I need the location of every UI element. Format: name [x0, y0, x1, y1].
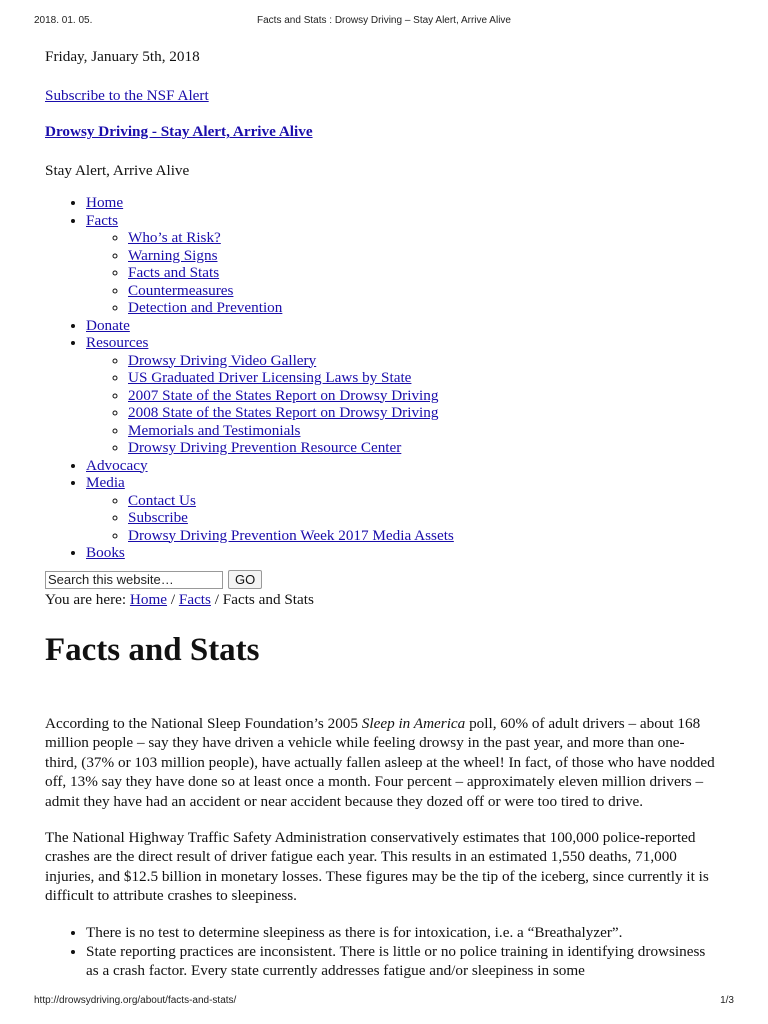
breadcrumb-separator: / — [167, 590, 179, 608]
submenu-item — [128, 369, 715, 387]
menu-item-facts — [86, 212, 715, 317]
menu-item-resources — [86, 334, 715, 457]
submenu-media — [86, 492, 715, 545]
menu-link-detection-prevention[interactable]: Detection and Prevention — [128, 299, 283, 316]
menu-link-countermeasures[interactable]: Countermeasures — [128, 281, 234, 299]
submenu-item — [128, 404, 715, 422]
menu-link-home[interactable]: Home — [86, 194, 124, 211]
subscribe-nsf-link[interactable]: Subscribe to the NSF Alert — [45, 86, 209, 104]
submenu-item — [128, 352, 715, 370]
breadcrumb-prefix: You are here: — [45, 590, 130, 608]
current-date: Friday, January 5th, 2018 — [45, 48, 200, 65]
article-bullet-list — [45, 923, 715, 980]
print-date: 2018. 01. 05. — [34, 15, 93, 26]
menu-link-2008-report[interactable]: 2008 State of the States Report on Drowsy Driving — [128, 404, 439, 421]
paragraph-text: According to the National Sleep Foundation’s 2005 — [45, 715, 362, 732]
submenu-item — [128, 229, 715, 247]
menu-link-warning-signs[interactable]: Warning Signs — [128, 246, 218, 264]
list-item: • State reporting practices are inconsistent. There is little or no police training in identifying drowsiness as a crash factor. Every state currently addresses fatigue and/or sleepiness in some — [86, 942, 715, 980]
menu-link-facts-and-stats[interactable]: Facts and Stats — [128, 264, 220, 281]
submenu-item — [128, 422, 715, 440]
submenu-item — [128, 264, 715, 282]
submenu-item — [128, 509, 715, 527]
menu-link-resources[interactable]: Resources — [86, 334, 149, 351]
poll-name: Sleep in America — [361, 715, 466, 732]
menu-item-media — [86, 474, 715, 544]
search-input[interactable] — [45, 571, 223, 589]
site-tagline: Stay Alert, Arrive Alive — [45, 161, 190, 179]
menu-link-resource-center[interactable]: Drowsy Driving Prevention Resource Center — [128, 439, 402, 456]
print-footer — [0, 995, 768, 1009]
breadcrumb — [45, 591, 715, 609]
menu-link-facts[interactable]: Facts — [86, 211, 119, 229]
search-go-button[interactable]: GO — [228, 570, 262, 589]
breadcrumb-home-link[interactable]: Home — [129, 590, 168, 608]
submenu-item — [128, 492, 715, 510]
article-paragraph-2: The National Highway Traffic Safety Administration conservatively estimates that 100,000 police-reported crashes are the direct result of driver fatigue each year. This results in an estimated 1,550 deaths, 71,000 injuries, and $12.5 billion in monetary losses. These figures may be the tip of the iceberg, since currently it is difficult to attribute crashes to sleepiness. — [45, 829, 709, 905]
menu-link-memorials[interactable]: Memorials and Testimonials — [128, 421, 301, 439]
submenu-item — [128, 387, 715, 405]
menu-link-media[interactable]: Media — [86, 474, 125, 491]
menu-item-books — [86, 544, 715, 562]
menu-link-video-gallery[interactable]: Drowsy Driving Video Gallery — [128, 351, 317, 369]
breadcrumb-facts-link[interactable]: Facts — [178, 590, 211, 608]
menu-link-donate[interactable]: Donate — [86, 316, 130, 334]
list-item: • There is no test to determine sleepiness as there is for intoxication, i.e. a “Breathalyzer”. — [86, 923, 715, 942]
submenu-item — [128, 247, 715, 265]
submenu-item — [128, 282, 715, 300]
menu-link-gdl-laws[interactable]: US Graduated Driver Licensing Laws by State — [128, 369, 412, 386]
breadcrumb-separator: / — [210, 590, 223, 608]
print-title: Facts and Stats : Drowsy Driving – Stay Alert, Arrive Alive — [257, 15, 511, 26]
submenu-item — [128, 439, 715, 457]
submenu-item — [128, 299, 715, 317]
menu-link-media-assets[interactable]: Drowsy Driving Prevention Week 2017 Media Assets — [128, 526, 454, 544]
page-content — [45, 48, 715, 980]
main-menu — [45, 194, 715, 562]
page-title: Facts and Stats — [45, 632, 260, 668]
submenu-resources — [86, 352, 715, 457]
menu-link-subscribe[interactable]: Subscribe — [128, 509, 188, 526]
article-paragraph-1 — [45, 714, 715, 811]
menu-link-advocacy[interactable]: Advocacy — [86, 456, 148, 474]
menu-link-2007-report[interactable]: 2007 State of the States Report on Drowsy Driving — [128, 386, 439, 404]
menu-link-books[interactable]: Books — [86, 544, 125, 561]
menu-item-advocacy — [86, 457, 715, 475]
menu-link-whos-at-risk[interactable]: Who’s at Risk? — [128, 229, 221, 246]
print-page-number: 1/3 — [720, 995, 734, 1006]
paragraph-text: poll, 60% of adult drivers – about 168 million people – say they have driven a vehicle while feeling drowsy in the past year, and more than one-third, (37% or 103 million people), have actually fallen asleep at the wheel! In fact, of those who have nodded off, 13% say they have done so at least once a month. Four percent – approximately eleven million drivers – admit they have had an accident or near accident because they dozed off or were too tired to drive. — [45, 715, 715, 810]
submenu-item — [128, 527, 715, 545]
search-form — [45, 570, 715, 590]
print-header — [0, 15, 768, 29]
breadcrumb-current: Facts and Stats — [222, 590, 314, 608]
menu-item-home — [86, 194, 715, 212]
menu-item-donate — [86, 317, 715, 335]
print-url: http://drowsydriving.org/about/facts-and-stats/ — [34, 995, 237, 1006]
submenu-facts — [86, 229, 715, 317]
site-title-link[interactable]: Drowsy Driving - Stay Alert, Arrive Alive — [45, 123, 313, 140]
site-title — [45, 123, 715, 141]
menu-link-contact-us[interactable]: Contact Us — [128, 491, 196, 509]
